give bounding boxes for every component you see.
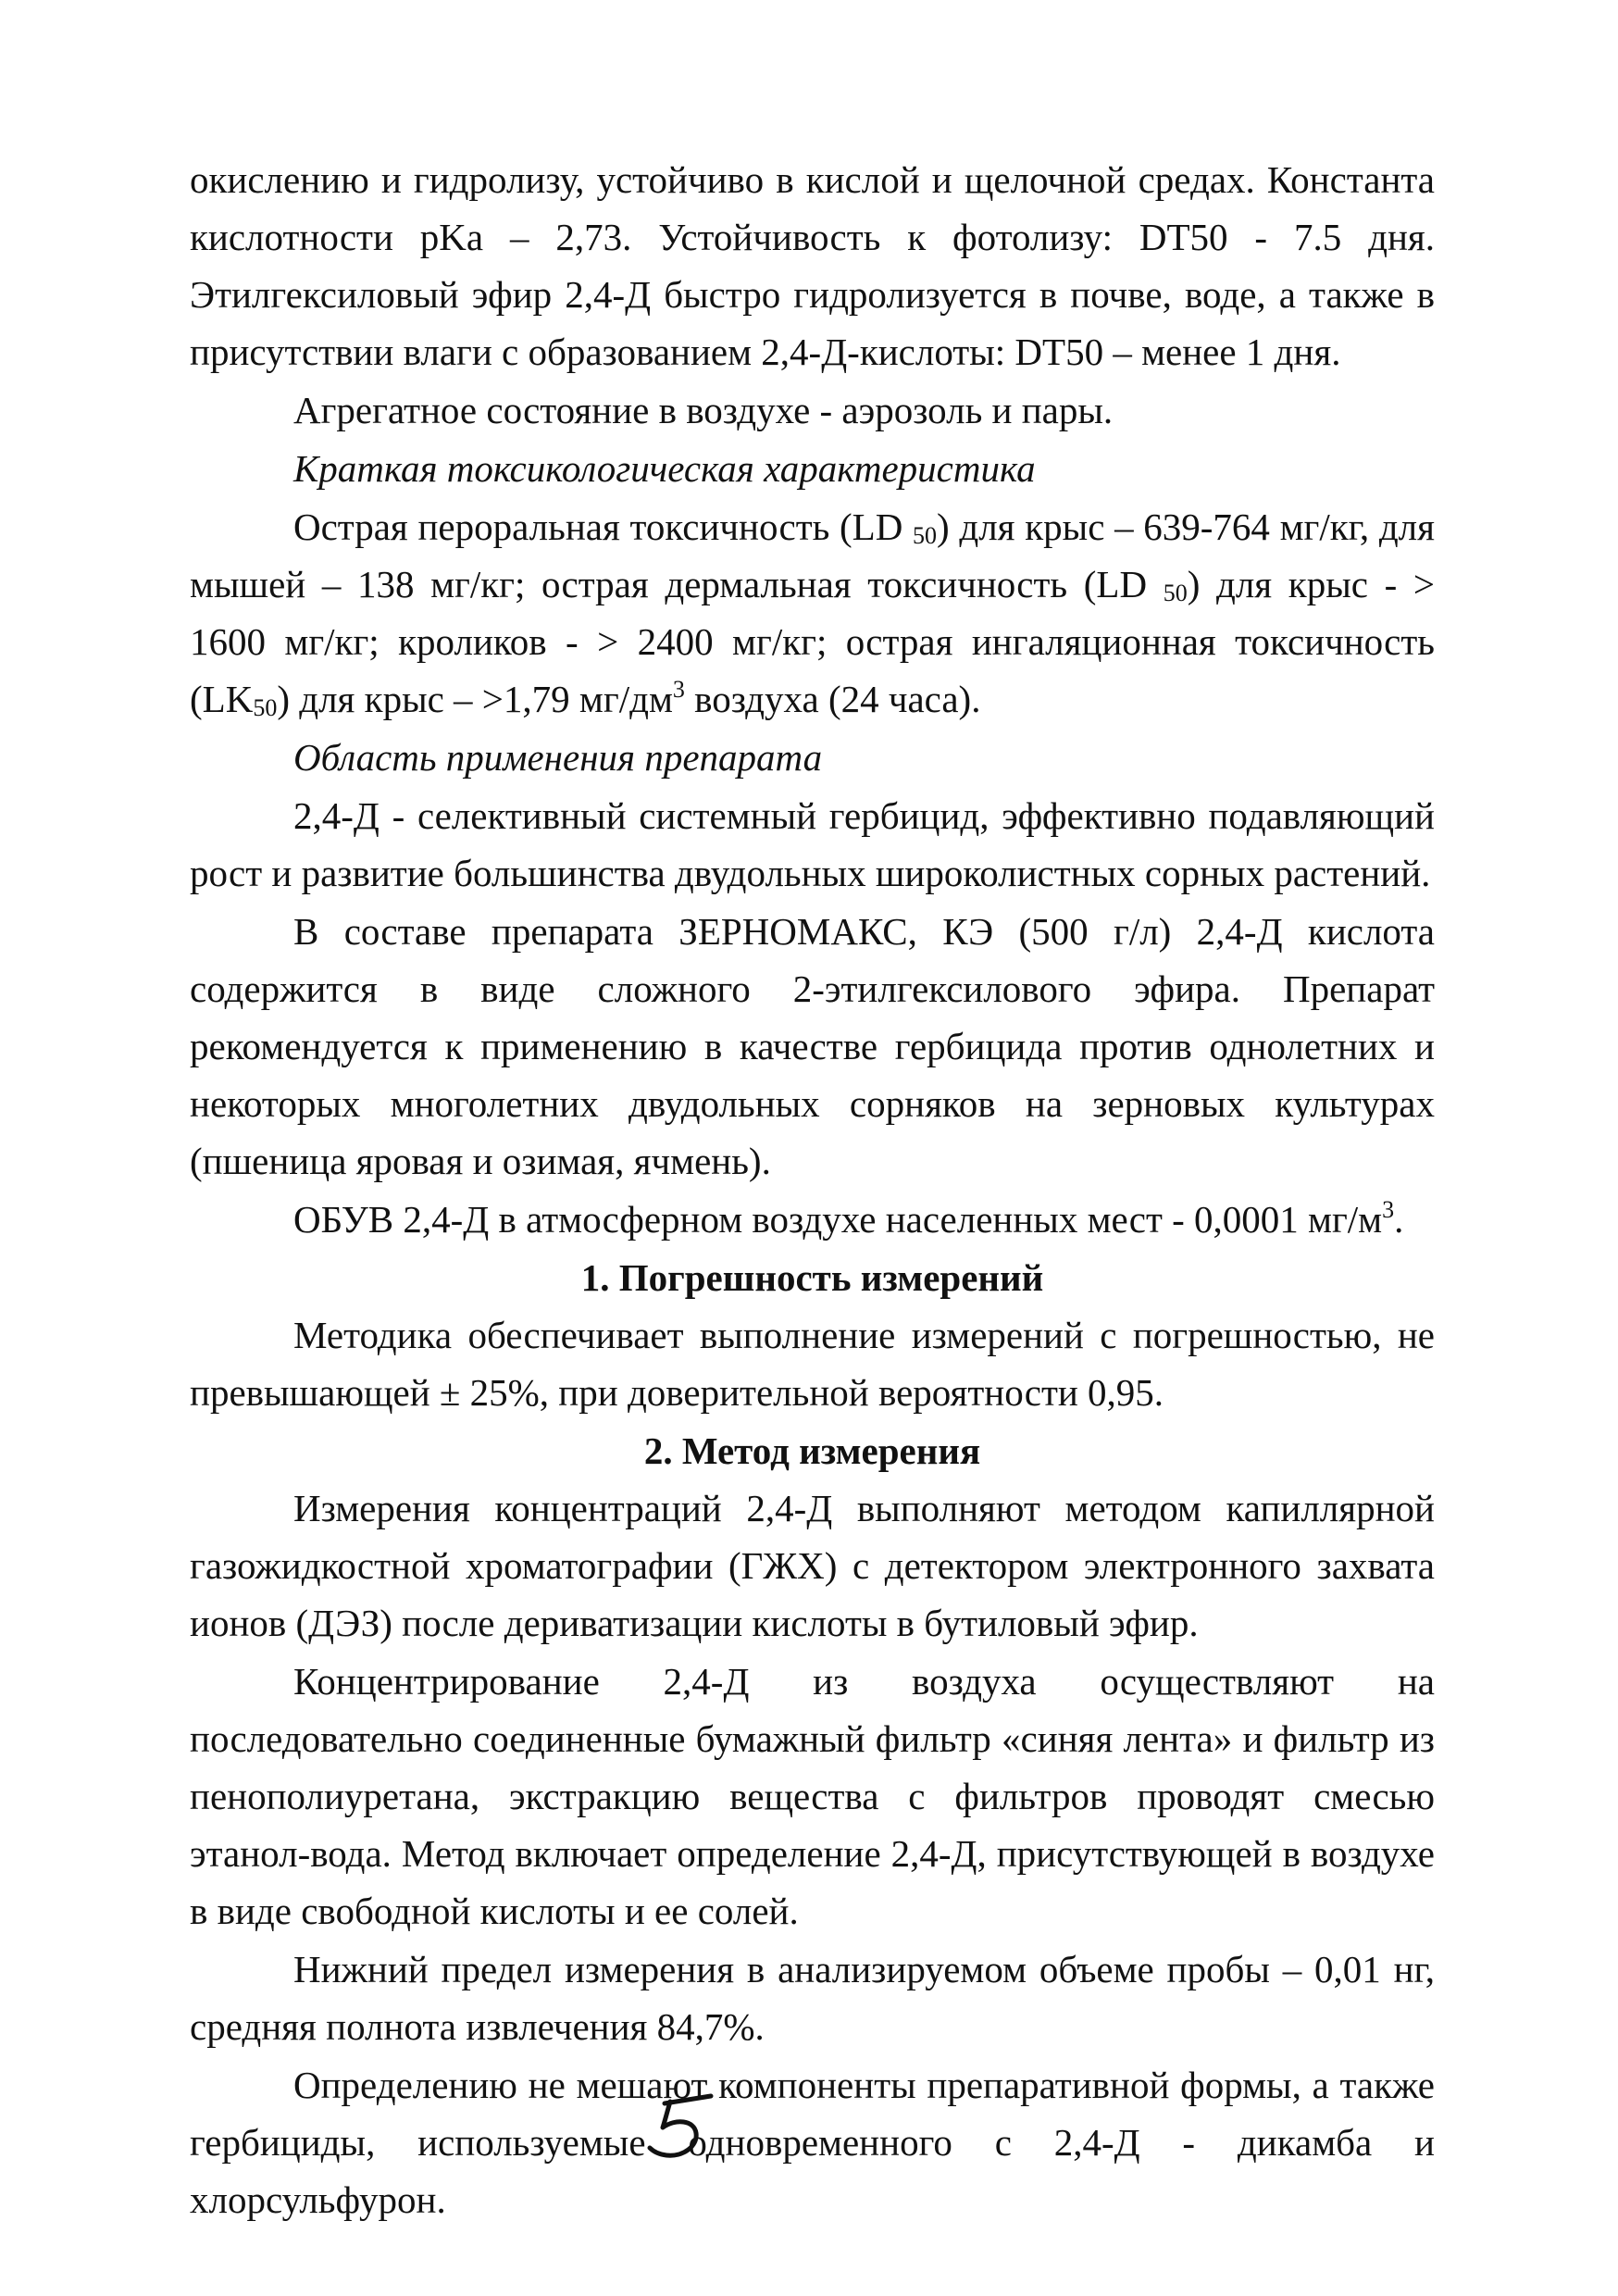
ld50-subscript-2: 50 xyxy=(1163,580,1188,606)
paragraph-aggregate-state: Агрегатное состояние в воздухе - аэрозоль и пары. xyxy=(293,389,1114,431)
dm3-superscript: 3 xyxy=(672,676,685,703)
ld50-subscript-1: 50 xyxy=(913,522,938,549)
paragraph-stability: окислению и гидролизу, устойчиво в кислой и щелочной средах. Константа кислотности pKa – 2,73. Устойчивость к фотолизу: DT50 - 7.5 дня. Этилгексиловый эфир 2,4-Д быстро гидролизуется в почве, воде, а также в присутствии влаги с образованием 2,4-Д-кислоты: DT50 – менее 1 дня. xyxy=(190,158,1435,373)
toxicity-text-c: ) для крыс - > 1600 мг/кг; кроликов - > 2400 мг/кг; острая ингаляционная токсичность (LK xyxy=(190,563,1435,720)
paragraph-zernomaks: В составе препарата ЗЕРНОМАКС, КЭ (500 г/л) 2,4-Д кислота содержится в виде сложного 2-этилгексилового эфира. Препарат рекомендуется к применению в качестве гербицида против однолетних и некоторых многолетних двудольных сорняков на зерновых культурах (пшеница яровая и озимая, ячмень). xyxy=(190,910,1435,1182)
lk50-subscript: 50 xyxy=(253,694,278,721)
paragraph-lower-limit: Нижний предел измерения в анализируемом объеме пробы – 0,01 нг, средняя полнота извлечения 84,7%. xyxy=(190,1948,1435,2048)
heading-application: Область применения препарата xyxy=(293,736,823,779)
obuv-text-b: . xyxy=(1394,1198,1404,1241)
paragraph-error: Методика обеспечивает выполнение измерений с погрешностью, не превышающей ± 25%, при доверительной вероятности 0,95. xyxy=(190,1314,1435,1414)
paragraph-method: Измерения концентраций 2,4-Д выполняют методом капиллярной газожидкостной хроматографии (ГЖХ) с детектором электронного захвата ионов (ДЭЗ) после дериватизации кислоты в бутиловый эфир. xyxy=(190,1487,1435,1644)
paragraph-toxicity xyxy=(190,498,1435,728)
paragraph-concentration: Концентрирование 2,4-Д из воздуха осуществляют на последовательно соединенные бумажный фильтр «синяя лента» и фильтр из пенополиуретана, экстракцию вещества с фильтров проводят смесью этанол-вода. Метод включает определение 2,4-Д, присутствующей в воздухе в виде свободной кислоты и ее солей. xyxy=(190,1660,1435,1932)
toxicity-text-a: Острая пероральная токсичность (LD xyxy=(293,505,914,548)
handwritten-page-number xyxy=(639,2090,722,2165)
toxicity-text-e: воздуха (24 часа). xyxy=(684,678,981,720)
paragraph-interference: Определению не мешают компоненты препаративной формы, а также гербициды, используемые одновременного с 2,4-Д - дикамба и хлорсульфурон. xyxy=(190,2064,1435,2221)
obuv-text-a: ОБУВ 2,4-Д в атмосферном воздухе населенных мест - 0,0001 мг/м xyxy=(293,1198,1383,1241)
toxicity-text-d: ) для крыс – >1,79 мг/дм xyxy=(277,678,673,720)
m3-superscript: 3 xyxy=(1382,1196,1395,1223)
toxicity-text-b: ) для крыс – 639-764 мг/кг, для мышей – 138 мг/кг; острая дермальная токсичность (LD xyxy=(190,505,1435,605)
section-heading-error: 1. Погрешность измерений xyxy=(580,1256,1044,1299)
paragraph-obuv xyxy=(190,1191,1435,1248)
paragraph-herbicide: 2,4-Д - селективный системный гербицид, эффективно подавляющий рост и развитие большинства двудольных широколистных сорных растений. xyxy=(190,794,1435,894)
heading-toxicology: Краткая токсикологическая характеристика xyxy=(293,447,1036,490)
text-body xyxy=(190,151,1435,2229)
section-heading-method: 2. Метод измерения xyxy=(643,1429,981,1472)
